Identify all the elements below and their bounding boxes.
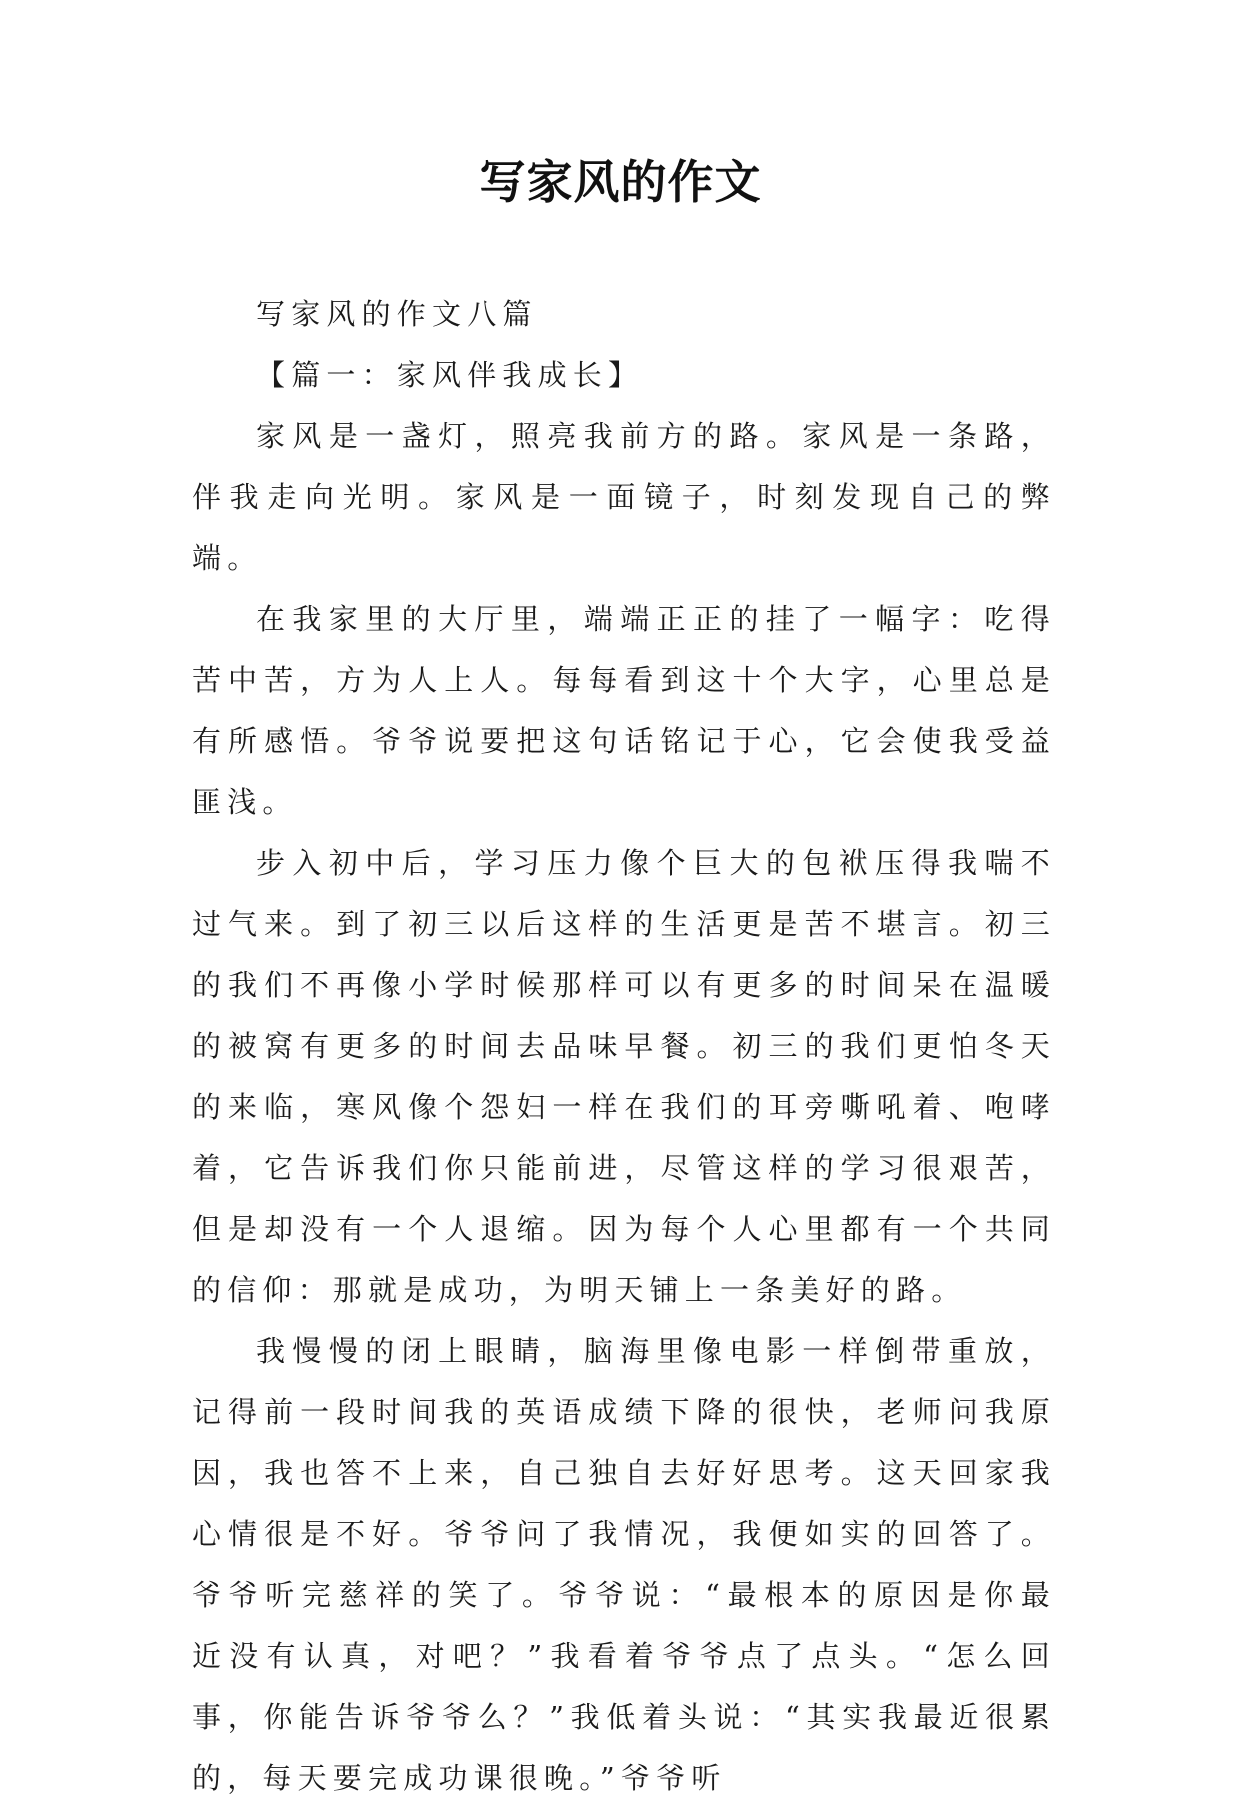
paragraph: 家风是一盏灯，照亮我前方的路。家风是一条路，伴我走向光明。家风是一面镜子，时刻发现自己的弊端。 [192,419,1056,575]
paragraph: 我慢慢的闭上眼睛，脑海里像电影一样倒带重放，记得前一段时间我的英语成绩下降的很快，老师问我原因，我也答不上来，自己独自去好好思考。这天回家我心情很是不好。爷爷问了我情况，我便如实的回答了。爷爷听完慈祥的笑了。爷爷说：“最根本的原因是你最近没有认真，对吧？”我看着爷爷点了点头。“怎么回事，你能告诉爷爷么？”我低着头说：“其实我最近很累的，每天要完成功课很晚。”爷爷听 [192,1334,1056,1795]
document-body [192,284,1056,1809]
section-heading: 【篇一：家风伴我成长】 [256,358,644,392]
paragraph: 在我家里的大厅里，端端正正的挂了一幅字：吃得苦中苦，方为人上人。每每看到这十个大字，心里总是有所感悟。爷爷说要把这句话铭记于心，它会使我受益匪浅。 [192,602,1056,819]
essay-collection-subtitle: 写家风的作文八篇 [256,297,538,331]
document-title: 写家风的作文 [479,155,762,209]
paragraph: 步入初中后，学习压力像个巨大的包袱压得我喘不过气来。到了初三以后这样的生活更是苦不堪言。初三的我们不再像小学时候那样可以有更多的时间呆在温暖的被窝有更多的时间去品味早餐。初三的我们更怕冬天的来临，寒风像个怨妇一样在我们的耳旁嘶吼着、咆哮着，它告诉我们你只能前进，尽管这样的学习很艰苦，但是却没有一个人退缩。因为每个人心里都有一个共同的信仰：那就是成功，为明天铺上一条美好的路。 [192,846,1056,1307]
